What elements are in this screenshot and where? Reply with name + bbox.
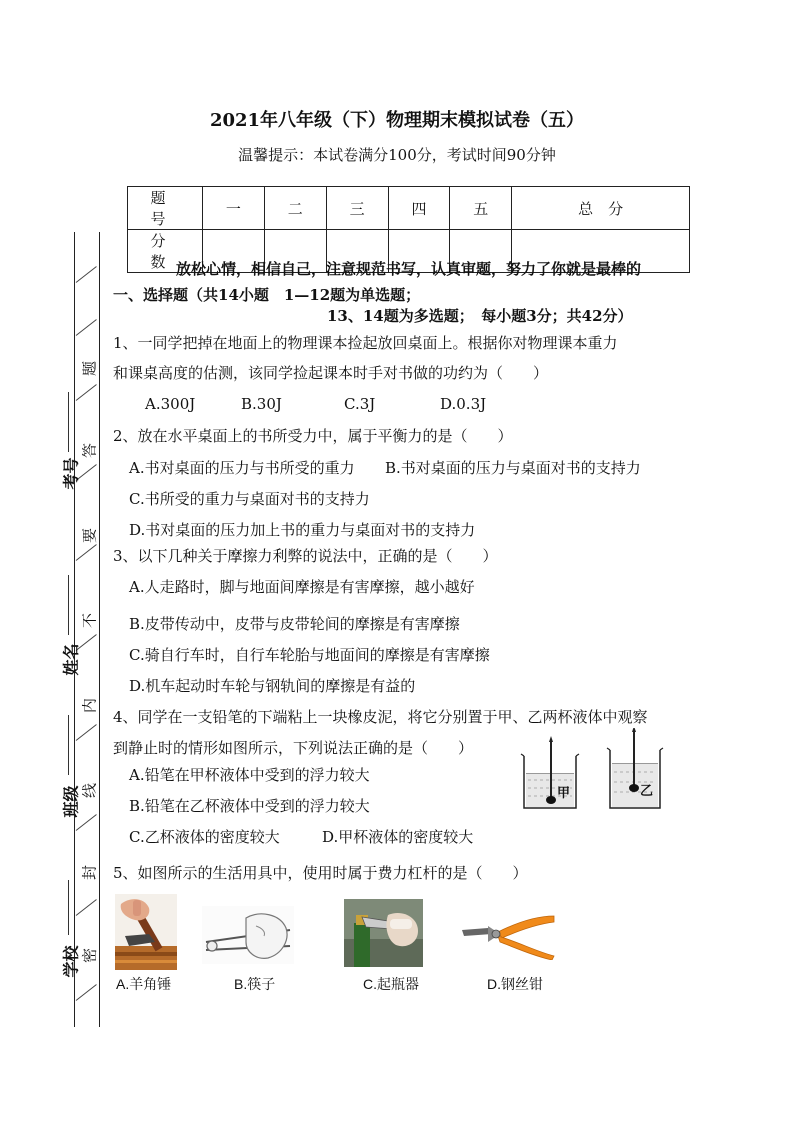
q5-caption-d[interactable]: D.钢丝钳 <box>487 976 543 992</box>
q5-caption-a[interactable]: A.羊角锤 <box>116 976 172 992</box>
field-exam-number[interactable]: 考号 <box>61 457 81 490</box>
q2-option-c[interactable]: C.书所受的重力与桌面对书的支持力 <box>129 490 370 508</box>
field-exam-number-line <box>68 392 69 452</box>
bottle-opener-image <box>344 899 423 967</box>
q3-option-c[interactable]: C.骑自行车时，自行车轮胎与地面间的摩擦是有害摩擦 <box>129 646 490 664</box>
q5-caption-c[interactable]: C.起瓶器 <box>363 976 419 992</box>
exam-hint: 温馨提示：本试卷满分100分，考试时间90分钟 <box>238 146 556 164</box>
seal-char-nei: 内 <box>80 698 99 714</box>
q2-option-a[interactable]: A.书对桌面的压力与书所受的重力 <box>129 459 355 477</box>
q4-option-a[interactable]: A.铅笔在甲杯液体中受到的浮力较大 <box>129 766 370 784</box>
q4-option-d[interactable]: D.甲杯液体的密度较大 <box>322 828 474 846</box>
q4-stem-line2: 到静止时的情形如图所示，下列说法正确的是（ ） <box>113 739 474 757</box>
score-header-label: 题 号 <box>128 187 203 230</box>
motto: 放松心情，相信自己，注意规范书写，认真审题，努力了你就是最棒的 <box>176 260 642 278</box>
seal-char-ti: 题 <box>80 361 99 377</box>
score-header-4: 四 <box>388 187 450 230</box>
seal-char-yao: 要 <box>80 528 99 544</box>
pliers-image <box>458 912 558 960</box>
field-school-line <box>68 880 69 935</box>
exam-title: 2021年八年级（下）物理期末模拟试卷（五） <box>209 110 585 131</box>
q2-option-d[interactable]: D.书对桌面的压力加上书的重力与桌面对书的支持力 <box>129 521 476 539</box>
field-school[interactable]: 学校 <box>61 945 81 978</box>
q1-option-c[interactable]: C.3J <box>344 395 376 413</box>
q3-stem: 3、以下几种关于摩擦力利弊的说法中，正确的是（ ） <box>113 547 498 565</box>
q3-option-b[interactable]: B.皮带传动中，皮带与皮带轮间的摩擦是有害摩擦 <box>129 615 460 633</box>
beaker-yi-label: 乙 <box>640 784 654 799</box>
score-table-header-row <box>128 187 690 230</box>
field-name[interactable]: 姓名 <box>61 643 81 676</box>
q3-option-a[interactable]: A.人走路时，脚与地面间摩擦是有害摩擦，越小越好 <box>129 578 475 596</box>
q5-stem: 5、如图所示的生活用具中，使用时属于费力杠杆的是（ ） <box>113 864 528 882</box>
q1-option-b[interactable]: B.30J <box>241 395 282 413</box>
margin-line-outer <box>74 232 75 1027</box>
q1-option-d[interactable]: D.0.3J <box>440 395 487 413</box>
q2-stem: 2、放在水平桌面上的书所受力中，属于平衡力的是（ ） <box>113 427 513 445</box>
q4-option-c[interactable]: C.乙杯液体的密度较大 <box>129 828 280 846</box>
seal-char-feng: 封 <box>80 865 99 881</box>
hammer-image <box>115 894 177 970</box>
field-name-line <box>68 575 69 635</box>
q3-option-d[interactable]: D.机车起动时车轮与钢轨间的摩擦是有益的 <box>129 677 416 695</box>
score-header-5: 五 <box>450 187 512 230</box>
field-class-line <box>68 715 69 775</box>
score-header-1: 一 <box>203 187 265 230</box>
beaker-yi <box>607 728 663 808</box>
seal-char-da: 答 <box>80 443 99 459</box>
q2-option-b[interactable]: B.书对桌面的压力与桌面对书的支持力 <box>385 459 641 477</box>
beaker-jia <box>521 736 579 808</box>
q1-stem-line1: 1、一同学把掉在地面上的物理课本捡起放回桌面上。根据你对物理课本重力 <box>113 334 618 352</box>
beakers-figure <box>518 728 668 812</box>
seal-char-xian: 线 <box>80 783 99 799</box>
score-row-label: 分 数 <box>128 230 203 273</box>
q1-stem-line2: 和课桌高度的估测，该同学捡起课本时手对书做的功约为（ ） <box>113 364 549 382</box>
chopsticks-image <box>202 906 294 964</box>
score-header-3: 三 <box>326 187 388 230</box>
q4-stem-line1: 4、同学在一支铅笔的下端粘上一块橡皮泥，将它分别置于甲、乙两杯液体中观察 <box>113 708 648 726</box>
section1-line2: 13、14题为多选题； 每小题3分；共42分） <box>327 307 633 325</box>
score-header-total: 总 分 <box>512 187 690 230</box>
seal-char-mi: 密 <box>80 948 99 964</box>
field-class[interactable]: 班级 <box>61 785 81 818</box>
q5-caption-b[interactable]: B.筷子 <box>234 976 276 992</box>
beaker-jia-label: 甲 <box>557 786 571 801</box>
section1-line1: 一、选择题（共14小题 1—12题为单选题； <box>113 286 421 304</box>
q4-option-b[interactable]: B.铅笔在乙杯液体中受到的浮力较大 <box>129 797 370 815</box>
seal-char-bu: 不 <box>80 613 99 629</box>
score-header-2: 二 <box>264 187 326 230</box>
q1-option-a[interactable]: A.300J <box>145 395 196 413</box>
